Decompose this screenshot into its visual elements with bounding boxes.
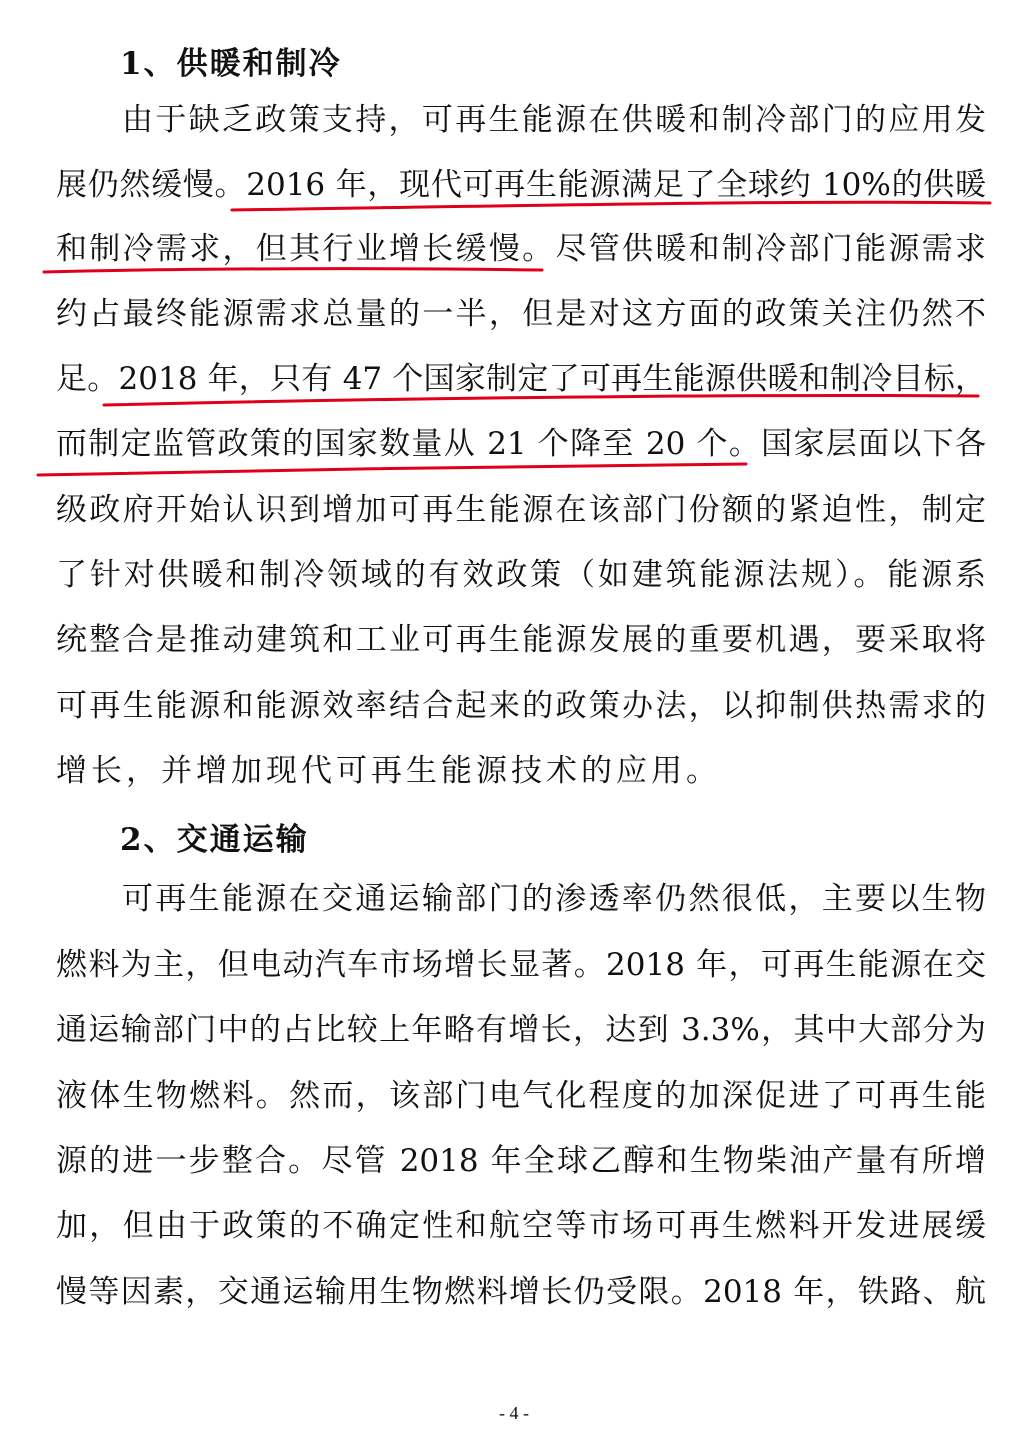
- paragraph-line: 可再生能源和能源效率结合起来的政策办法，以抑制供热需求的: [56, 688, 986, 724]
- section-heading-heating-cooling: 1、供暖和制冷: [120, 46, 342, 82]
- paragraph-line: 展仍然缓慢。2016 年，现代可再生能源满足了全球约 10%的供暖: [56, 167, 986, 203]
- paragraph-line: 慢等因素，交通运输用生物燃料增长仍受限。2018 年，铁路、航: [56, 1274, 986, 1310]
- section-heading-transport: 2、交通运输: [120, 822, 309, 858]
- page-number: - 4 -: [499, 1403, 529, 1423]
- paragraph-line: 而制定监管政策的国家数量从 21 个降至 20 个。国家层面以下各: [56, 426, 986, 462]
- paragraph-line: 统整合是推动建筑和工业可再生能源发展的重要机遇，要采取将: [56, 622, 986, 658]
- paragraph-line: 可再生能源在交通运输部门的渗透率仍然很低，主要以生物: [122, 881, 986, 917]
- paragraph-line: 约占最终能源需求总量的一半，但是对这方面的政策关注仍然不: [56, 296, 986, 332]
- paragraph-line: 由于缺乏政策支持，可再生能源在供暖和制冷部门的应用发: [122, 102, 986, 138]
- paragraph-line: 级政府开始认识到增加可再生能源在该部门份额的紧迫性，制定: [56, 492, 986, 528]
- paragraph-line: 燃料为主，但电动汽车市场增长显著。2018 年，可再生能源在交: [56, 947, 986, 983]
- paragraph-line: 源的进一步整合。尽管 2018 年全球乙醇和生物柴油产量有所增: [56, 1143, 986, 1179]
- paragraph-line: 足。2018 年，只有 47 个国家制定了可再生能源供暖和制冷目标，: [56, 361, 986, 397]
- highlight-underline: [44, 269, 542, 272]
- paragraph-line: 和制冷需求，但其行业增长缓慢。尽管供暖和制冷部门能源需求: [56, 231, 986, 267]
- paragraph-line: 通运输部门中的占比较上年略有增长，达到 3.3%，其中大部分为: [56, 1012, 986, 1048]
- paragraph-line: 增长，并增加现代可再生能源技术的应用。: [56, 753, 721, 789]
- paragraph-line: 了针对供暖和制冷领域的有效政策（如建筑能源法规）。能源系: [56, 557, 986, 593]
- paragraph-line: 加，但由于政策的不确定性和航空等市场可再生燃料开发进展缓: [56, 1208, 986, 1244]
- highlight-underline: [38, 464, 746, 475]
- paragraph-line: 液体生物燃料。然而，该部门电气化程度的加深促进了可再生能: [56, 1078, 986, 1114]
